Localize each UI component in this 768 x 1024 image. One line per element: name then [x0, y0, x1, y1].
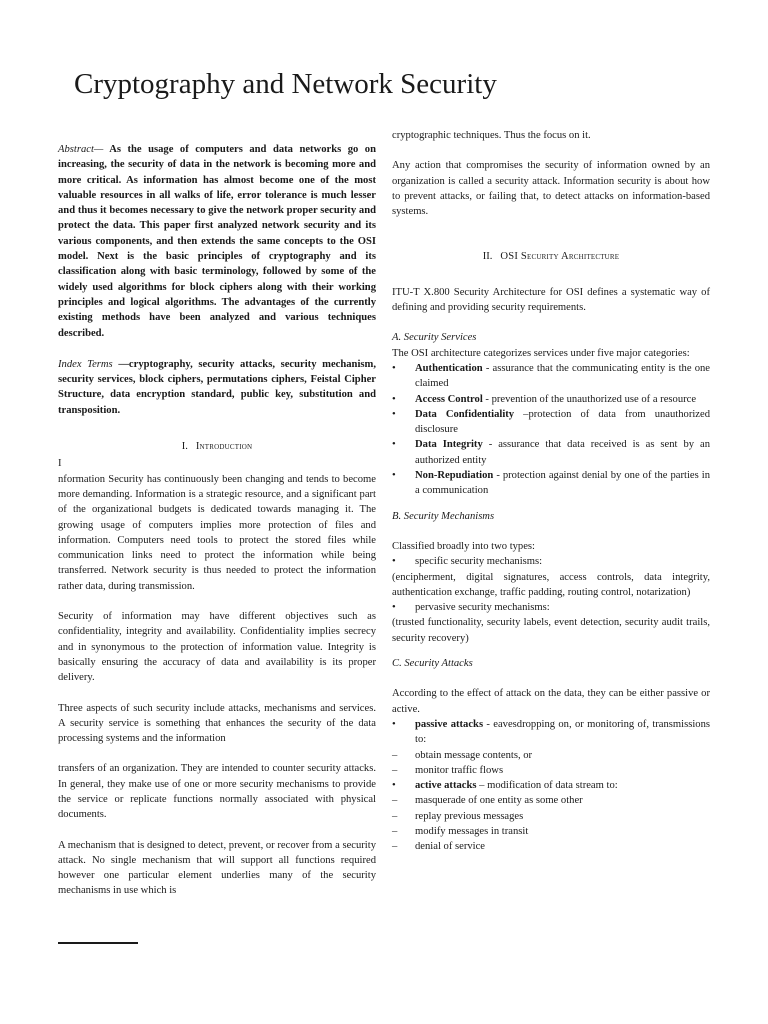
index-terms-label: Index Terms	[58, 358, 113, 370]
osi-paragraph: ITU-T X.800 Security Architecture for OSI defines a systematic way of defining and providing security requirements.	[392, 286, 710, 314]
paper-title: Cryptography and Network Security	[74, 68, 497, 100]
left-column	[58, 142, 376, 899]
footnote-rule	[58, 942, 138, 944]
intro-paragraph-3: Three aspects of such security include attacks, mechanisms and services. A security service is something that enhances the security of the data processing systems and the information	[58, 702, 376, 745]
list-item: • pervasive security mechanisms:	[392, 602, 550, 614]
intro-paragraph-5: A mechanism that is designed to detect, prevent, or recover from a security attack. No single mechanism that will support all functions required however one particular element underlies many of the security mechanisms in use which is	[58, 839, 376, 897]
intro-paragraph-2: Security of information may have different objectives such as confidentiality, integrity and availability. Confidentiality implies secrecy and in synonymous to the protection of information value. Integrity is basically ensuring the accuracy of data and availability is its proper delivery.	[58, 611, 376, 684]
dropcap: I	[58, 458, 62, 470]
attack-paragraph: Any action that compromises the security of information owned by an organization is called a security attack. Information security is about how to prevent attacks, or failing that, to detect attacks on information-based systems.	[392, 160, 710, 218]
continuation-text: cryptographic techniques. Thus the focus on it.	[392, 130, 591, 141]
mechanisms-pervasive-list: (trusted functionality, security labels, event detection, security audit trails, security recovery)	[392, 617, 710, 644]
list-item: – modify messages in transit	[392, 825, 529, 837]
list-item: • active attacks – modification of data stream to:	[392, 780, 618, 792]
intro-paragraph-4: transfers of an organization. They are intended to counter security attacks. In general, they make use of one or more security mechanisms to provide the service or replicate functions normally associated with physical documents.	[58, 763, 376, 821]
right-column	[392, 128, 710, 855]
subsection-a-heading: A. Security Services	[392, 332, 477, 344]
abstract-text: As the usage of computers and data networks go on increasing, the security of data in the network is becoming more and more critical. As information has almost become one of the most valuable resources in all walks of life, error tolerance is much lesser and thus it becomes necessary to give the network proper security and protect the data. This paper first analyzed network security and its various components, and then extends the same concepts to the OSI model. Next is the basic principles of cryptography and its classification along with basic terminology, followed by some of the widely used algorithms for block ciphers along with their working principles and logical algorithms. The advantages of the currently existing methods have been analyzed and various techniques described.	[58, 144, 376, 339]
list-item: • passive attacks - eavesdropping on, or monitoring of, transmissions to:	[392, 718, 710, 746]
list-item: • Non-Repudiation - protection against denial by one of the parties in a communication	[392, 470, 710, 497]
mechanisms-specific-list: (encipherment, digital signatures, access controls, data integrity, authentication exchange, traffic padding, routing control, notarization)	[392, 571, 710, 598]
attacks-intro: According to the effect of attack on the data, they can be either passive or active.	[392, 688, 710, 715]
mechanisms-intro: Classified broadly into two types:	[392, 540, 536, 552]
index-terms	[58, 357, 376, 418]
subsection-c-heading: C. Security Attacks	[392, 658, 473, 670]
list-item: • Data Confidentiality –protection of data from unauthorized disclosure	[392, 408, 710, 436]
services-list	[392, 361, 710, 499]
mechanisms-pervasive	[392, 600, 710, 615]
list-item: – replay previous messages	[392, 810, 524, 822]
list-item: • Data Integrity - assurance that data received is as sent by an authorized entity	[392, 439, 710, 466]
list-item: • Access Control - prevention of the unauthorized use of a resource	[392, 393, 697, 405]
section-2-heading: II. OSI Security Architecture	[482, 251, 620, 263]
intro-paragraph-1: nformation Security has continuously been changing and tends to become more demanding. Information is a strategic resource, and a significant part of the organizational budgets is dedicated towards managing it. The growing usage of computers implies more protection of files and information. Computers need tools to protect the stored files while communication links need to protect the information while being transferred. Network security is thus needed to protect the information rather data, during transmission.	[58, 473, 376, 592]
index-terms-text: —cryptography, security attacks, security mechanism, security services, block ciphers, permutations ciphers, Feistal Cipher Structure, data encryption standard, public key, substitution and transposition.	[58, 358, 376, 416]
mechanisms-specific	[392, 554, 710, 569]
services-intro: The OSI architecture categorizes services under five major categories:	[392, 347, 690, 359]
list-item: – monitor traffic flows	[392, 764, 504, 776]
abstract-label: Abstract—	[58, 144, 104, 155]
abstract	[58, 142, 376, 341]
list-item: – masquerade of one entity as some other	[392, 795, 583, 807]
list-item: • Authentication - assurance that the communicating entity is the one claimed	[392, 362, 710, 390]
subsection-b-heading: B. Security Mechanisms	[392, 510, 495, 522]
list-item: – denial of service	[392, 841, 486, 853]
attacks-list	[392, 717, 710, 855]
list-item: – obtain message contents, or	[392, 749, 533, 761]
section-1-heading: I. Introduction	[181, 441, 253, 453]
list-item: • specific security mechanisms:	[392, 556, 543, 568]
